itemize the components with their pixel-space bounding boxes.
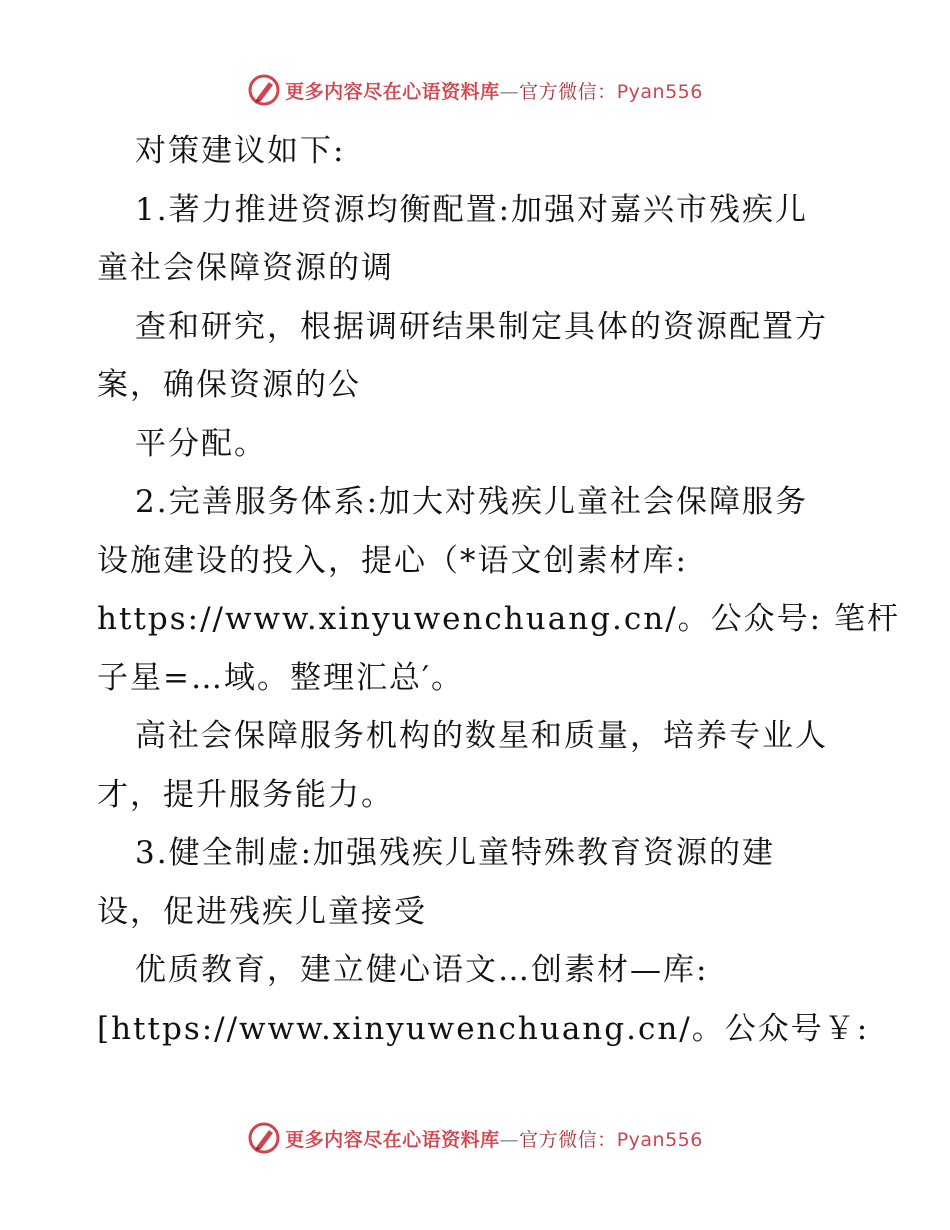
text-line: 子星=…域。整理汇总′。 [97, 659, 465, 696]
page-header-banner [0, 70, 950, 110]
text-line: https://www.xinyuwenchuang.cn/。公众号: 笔杆 [97, 601, 900, 637]
footer-banner-id: Pyan556 [616, 1128, 703, 1151]
text-line: 1.著力推进资源均衡配置:加强对嘉兴市残疾儿 [135, 191, 809, 228]
footer-banner-dash: — [499, 1128, 520, 1151]
text-line: 童社会保障资源的调 [97, 250, 394, 286]
pen-logo-icon [247, 73, 281, 107]
header-banner-id: Pyan556 [616, 80, 703, 103]
footer-banner-label: 官方微信： [519, 1128, 617, 1151]
text-line: 平分配。 [135, 425, 267, 462]
text-line: 才，提升服务能力。 [97, 776, 394, 813]
text-line: 查和研究，根据调研结果制定具体的资源配置方 [135, 308, 828, 345]
text-line: 3.健全制虚:加强残疾儿童特殊教育资源的建 [135, 835, 776, 871]
text-line: 对策建议如下: [135, 133, 346, 169]
text-line: 2.完善服务体系:加大对残疾儿童社会保障服务 [135, 484, 809, 520]
text-line: 案，确保资源的公 [97, 367, 361, 403]
text-line: 优质教育，建立健心语文…创素材—库: [135, 952, 709, 988]
header-banner-title: 更多内容尽在心语资料库 [285, 80, 500, 103]
header-banner-dash: — [499, 80, 520, 103]
footer-banner-title: 更多内容尽在心语资料库 [285, 1128, 500, 1151]
text-line: 设施建设的投入，提心（*语文创素材库: [97, 542, 688, 579]
text-line: 设，促进残疾儿童接受 [97, 893, 427, 930]
header-banner-text [285, 77, 703, 104]
document-body [97, 122, 900, 1058]
text-line: 高社会保障服务机构的数星和质量，培养专业人 [135, 718, 828, 754]
footer-banner-text [285, 1125, 703, 1152]
header-banner-label: 官方微信： [519, 80, 617, 103]
pen-logo-icon [247, 1121, 281, 1155]
page-footer-banner [0, 1118, 950, 1158]
text-line: [https://www.xinyuwenchuang.cn/。公众号￥: [97, 1010, 870, 1047]
